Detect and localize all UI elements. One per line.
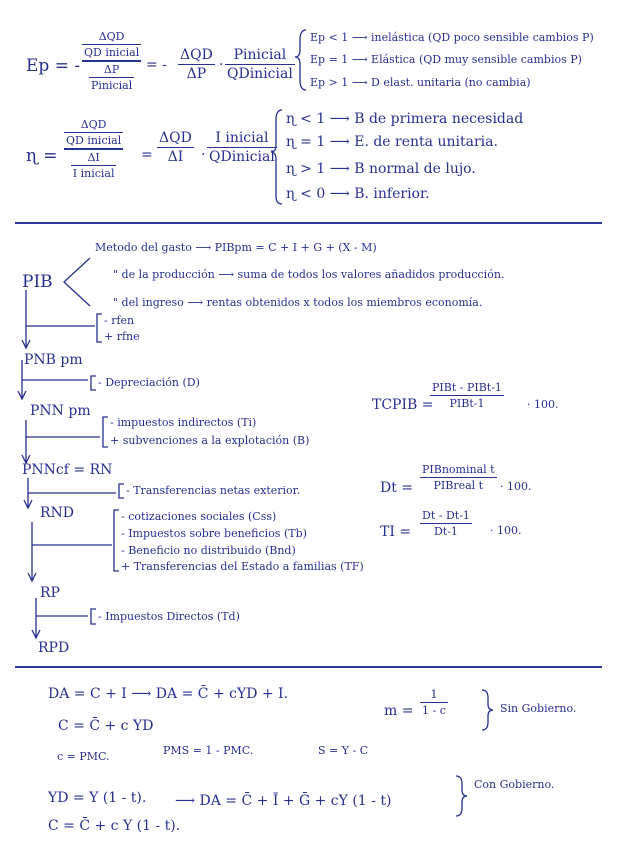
rnd-item: + Transferencias del Estado a familias (TF) <box>121 560 364 573</box>
depreciacion-label: - Depreciación (D) <box>98 376 200 389</box>
tcpib-num: PIBt - PIBt-1 <box>432 381 502 394</box>
eta-num-num: ΔQD <box>80 118 107 131</box>
eta-case: ɳ > 1 ⟶ B normal de lujo. <box>286 161 476 177</box>
ep-delta-fraction: ΔQD ΔP <box>180 47 213 83</box>
eta-case: ɳ < 0 ⟶ B. inferior. <box>286 186 430 202</box>
pib-method: " del ingreso ⟶ rentas obtenidos x todos los miembros economía. <box>113 296 483 309</box>
ep-num-den: QD inicial <box>84 46 140 60</box>
eta-eq2: = <box>141 147 153 163</box>
tcpib-den: PIBt-1 <box>449 397 485 411</box>
dt-tail: · 100. <box>500 480 532 493</box>
ti-lhs: TI = <box>380 524 412 540</box>
pib-fork <box>64 258 90 306</box>
ep-case: Ep > 1 ⟶ D elast. unitaria (no cambia) <box>310 76 531 89</box>
ep-case: Ep < 1 ⟶ inelástica (QD poco sensible cambios P) <box>310 31 594 44</box>
section-divider <box>15 666 602 668</box>
pnn-cf-label: PNNcf = RN <box>22 462 113 478</box>
rnd-item: - Impuestos sobre beneficios (Tb) <box>121 527 307 540</box>
disposable-income-equation: YD = Y (1 - t). <box>48 790 147 806</box>
pms-equation: PMS = 1 - PMC. <box>163 744 254 757</box>
pib-method: Metodo del gasto ⟶ PIBpm = C + I + G + (X - M) <box>95 241 377 254</box>
eta-ratio-fraction: I inicial QDinicial <box>209 130 275 166</box>
con-gobierno-label: Con Gobierno. <box>474 778 555 791</box>
ep-den-num: ΔP <box>103 62 120 76</box>
eta-case: ɳ < 1 ⟶ B de primera necesidad <box>286 111 524 127</box>
ep-eq2: = - <box>146 57 167 73</box>
pmc-label: c = PMC. <box>57 750 110 763</box>
m-lhs: m = <box>384 703 414 719</box>
rp-label: RP <box>40 585 60 601</box>
impuestos-directos-label: - Impuestos Directos (Td) <box>98 610 240 623</box>
impuestos-indirectos-label: - impuestos indirectos (Ti) <box>110 416 257 429</box>
tcpib-lhs: TCPIB = <box>372 397 434 413</box>
eta-den-num: ΔI <box>87 150 100 164</box>
rnd-item: - cotizaciones sociales (Css) <box>121 510 277 523</box>
eta-num-den: QD inicial <box>66 134 122 148</box>
pnn-pm-label: PNN pm <box>30 403 91 419</box>
da-equation: DA = C + I ⟶ DA = C̄ + cYD + I. <box>48 686 289 702</box>
sin-gobierno-label: Sin Gobierno. <box>500 702 577 715</box>
ep-ratio-fraction: Pinicial QDinicial <box>227 47 293 83</box>
ep-dot: · <box>219 57 224 73</box>
eta-lhs: ɳ = <box>26 146 58 166</box>
consumption-equation: C = C̄ + c YD <box>58 718 154 734</box>
brace <box>295 30 306 90</box>
dt-num: PIBnominal t <box>422 463 495 476</box>
ep-lhs: Ep = - <box>26 56 81 76</box>
m-num: 1 <box>430 688 438 701</box>
eta-dot: · <box>201 147 206 163</box>
brace <box>271 110 282 204</box>
rnd-label: RND <box>40 505 75 521</box>
da-government-equation: ⟶ DA = C̄ + Ī + Ḡ + cY (1 - t) <box>175 793 392 809</box>
m-den: 1 - c <box>422 704 446 718</box>
subvenciones-label: + subvenciones a la explotación (B) <box>110 434 310 447</box>
ti-tail: · 100. <box>490 524 522 537</box>
ep-num-num: ΔQD <box>98 30 125 43</box>
consumption-tax-equation: C = C̄ + c Y (1 - t). <box>48 818 181 834</box>
dt-den: PIBreal t <box>433 479 484 493</box>
rnd-item: - Beneficio no distribuido (Bnd) <box>121 544 296 557</box>
transferencias-exterior-label: - Transferencias netas exterior. <box>126 484 301 497</box>
rpd-label: RPD <box>38 640 70 656</box>
pnb-pm-label: PNB pm <box>24 352 83 368</box>
rfne-label: + rfne <box>104 330 140 343</box>
pib-label: PIB <box>22 272 53 292</box>
savings-equation: S = Y - C <box>318 744 369 757</box>
eta-case: ɳ = 1 ⟶ E. de renta unitaria. <box>286 134 498 150</box>
rfen-label: - rfen <box>104 314 135 327</box>
eta-delta-fraction: ΔQD ΔI <box>159 130 192 166</box>
dt-lhs: Dt = <box>380 480 414 496</box>
ep-case: Ep = 1 ⟶ Elástica (QD muy sensible cambios P) <box>310 53 582 66</box>
ep-den-den: Pinicial <box>90 78 133 92</box>
ti-num: Dt - Dt-1 <box>422 509 470 522</box>
pib-method: " de la producción ⟶ suma de todos los valores añadidos producción. <box>113 268 505 281</box>
eta-den-den: I inicial <box>72 166 115 180</box>
tcpib-tail: · 100. <box>527 398 559 411</box>
ti-den: Dt-1 <box>433 525 458 539</box>
